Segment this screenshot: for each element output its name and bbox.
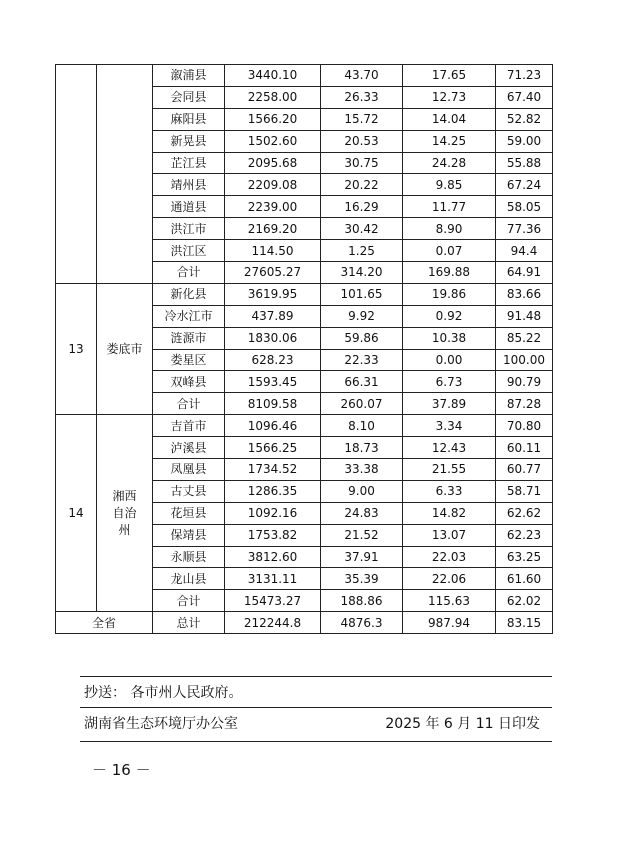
county-name: 合计 [153,590,225,612]
value-cell: 43.70 [321,65,403,87]
value-cell: 8.90 [403,218,496,240]
county-name: 娄星区 [153,349,225,371]
value-cell: 91.48 [496,305,553,327]
value-cell: 14.82 [403,502,496,524]
value-cell: 13.07 [403,524,496,546]
table-row [56,65,553,87]
total-label: 总计 [153,612,225,634]
county-name: 洪江区 [153,240,225,262]
value-cell: 58.71 [496,480,553,502]
value-cell: 115.63 [403,590,496,612]
group-city: 娄底市 [97,283,153,414]
value-cell: 9.00 [321,480,403,502]
value-cell: 8109.58 [225,393,321,415]
value-cell: 0.07 [403,240,496,262]
value-cell: 1.25 [321,240,403,262]
value-cell: 21.52 [321,524,403,546]
county-name: 合计 [153,393,225,415]
value-cell: 60.11 [496,437,553,459]
value-cell: 61.60 [496,568,553,590]
county-name: 泸溪县 [153,437,225,459]
page-number: － 16 － [92,761,151,779]
value-cell: 24.83 [321,502,403,524]
value-cell: 3131.11 [225,568,321,590]
county-name: 通道县 [153,196,225,218]
value-cell: 188.86 [321,590,403,612]
county-name: 永顺县 [153,546,225,568]
value-cell: 37.89 [403,393,496,415]
value-cell: 22.33 [321,349,403,371]
value-cell: 10.38 [403,327,496,349]
value-cell: 33.38 [321,459,403,481]
value-cell: 3619.95 [225,283,321,305]
value-cell: 16.29 [321,196,403,218]
data-table [55,64,553,634]
value-cell: 27605.27 [225,262,321,284]
total-row [56,612,553,634]
county-name: 芷江县 [153,152,225,174]
value-cell: 260.07 [321,393,403,415]
value-cell: 17.65 [403,65,496,87]
value-cell: 169.88 [403,262,496,284]
value-cell: 1092.16 [225,502,321,524]
value-cell: 67.24 [496,174,553,196]
value-cell: 77.36 [496,218,553,240]
value-cell: 8.10 [321,415,403,437]
value-cell: 62.02 [496,590,553,612]
value-cell: 11.77 [403,196,496,218]
value-cell: 94.4 [496,240,553,262]
value-cell: 101.65 [321,283,403,305]
county-name: 凤凰县 [153,459,225,481]
value-cell: 1566.25 [225,437,321,459]
value-cell: 12.43 [403,437,496,459]
total-value: 83.15 [496,612,553,634]
value-cell: 14.04 [403,108,496,130]
value-cell: 59.00 [496,130,553,152]
value-cell: 18.73 [321,437,403,459]
group-number: 14 [56,415,97,612]
table-row [56,283,553,305]
county-name: 吉首市 [153,415,225,437]
table-row [56,415,553,437]
value-cell: 24.28 [403,152,496,174]
value-cell: 22.06 [403,568,496,590]
value-cell: 6.73 [403,371,496,393]
value-cell: 15473.27 [225,590,321,612]
value-cell: 62.23 [496,524,553,546]
value-cell: 12.73 [403,86,496,108]
value-cell: 3812.60 [225,546,321,568]
value-cell: 66.31 [321,371,403,393]
value-cell: 1502.60 [225,130,321,152]
value-cell: 26.33 [321,86,403,108]
group-number: 13 [56,283,97,414]
value-cell: 21.55 [403,459,496,481]
value-cell: 628.23 [225,349,321,371]
county-name: 双峰县 [153,371,225,393]
value-cell: 59.86 [321,327,403,349]
value-cell: 0.92 [403,305,496,327]
value-cell: 52.82 [496,108,553,130]
county-name: 新化县 [153,283,225,305]
value-cell: 1753.82 [225,524,321,546]
county-name: 新晃县 [153,130,225,152]
value-cell: 90.79 [496,371,553,393]
value-cell: 9.85 [403,174,496,196]
group-number [56,65,97,284]
value-cell: 2258.00 [225,86,321,108]
value-cell: 2169.20 [225,218,321,240]
value-cell: 30.75 [321,152,403,174]
cc-line [80,676,552,708]
county-name: 麻阳县 [153,108,225,130]
county-name: 冷水江市 [153,305,225,327]
issuer-name: 湖南省生态环境厅办公室 [84,716,238,732]
total-value: 4876.3 [321,612,403,634]
value-cell: 1096.46 [225,415,321,437]
value-cell: 22.03 [403,546,496,568]
county-name: 会同县 [153,86,225,108]
value-cell: 55.88 [496,152,553,174]
value-cell: 100.00 [496,349,553,371]
value-cell: 58.05 [496,196,553,218]
value-cell: 67.40 [496,86,553,108]
province-label: 全省 [56,612,153,634]
county-name: 花垣县 [153,502,225,524]
value-cell: 20.53 [321,130,403,152]
county-name: 靖州县 [153,174,225,196]
value-cell: 87.28 [496,393,553,415]
value-cell: 1734.52 [225,459,321,481]
value-cell: 1593.45 [225,371,321,393]
value-cell: 20.22 [321,174,403,196]
value-cell: 2095.68 [225,152,321,174]
value-cell: 63.25 [496,546,553,568]
value-cell: 1830.06 [225,327,321,349]
value-cell: 64.91 [496,262,553,284]
county-name: 洪江市 [153,218,225,240]
value-cell: 70.80 [496,415,553,437]
county-name: 古丈县 [153,480,225,502]
value-cell: 3440.10 [225,65,321,87]
group-city: 湘西自治州 [97,415,153,612]
county-name: 合计 [153,262,225,284]
value-cell: 437.89 [225,305,321,327]
value-cell: 6.33 [403,480,496,502]
value-cell: 83.66 [496,283,553,305]
county-name: 保靖县 [153,524,225,546]
value-cell: 1286.35 [225,480,321,502]
total-value: 212244.8 [225,612,321,634]
value-cell: 85.22 [496,327,553,349]
value-cell: 30.42 [321,218,403,240]
value-cell: 0.00 [403,349,496,371]
issue-date: 2025 年 6 月 11 日印发 [385,716,540,732]
value-cell: 37.91 [321,546,403,568]
value-cell: 19.86 [403,283,496,305]
total-value: 987.94 [403,612,496,634]
value-cell: 3.34 [403,415,496,437]
value-cell: 1566.20 [225,108,321,130]
value-cell: 62.62 [496,502,553,524]
group-city [97,65,153,284]
value-cell: 71.23 [496,65,553,87]
value-cell: 35.39 [321,568,403,590]
county-name: 涟源市 [153,327,225,349]
issuer-line [80,708,552,742]
value-cell: 9.92 [321,305,403,327]
value-cell: 60.77 [496,459,553,481]
value-cell: 15.72 [321,108,403,130]
value-cell: 2209.08 [225,174,321,196]
value-cell: 314.20 [321,262,403,284]
value-cell: 2239.00 [225,196,321,218]
county-name: 溆浦县 [153,65,225,87]
cc-text: 抄送： 各市州人民政府。 [84,685,243,701]
value-cell: 114.50 [225,240,321,262]
value-cell: 14.25 [403,130,496,152]
county-name: 龙山县 [153,568,225,590]
